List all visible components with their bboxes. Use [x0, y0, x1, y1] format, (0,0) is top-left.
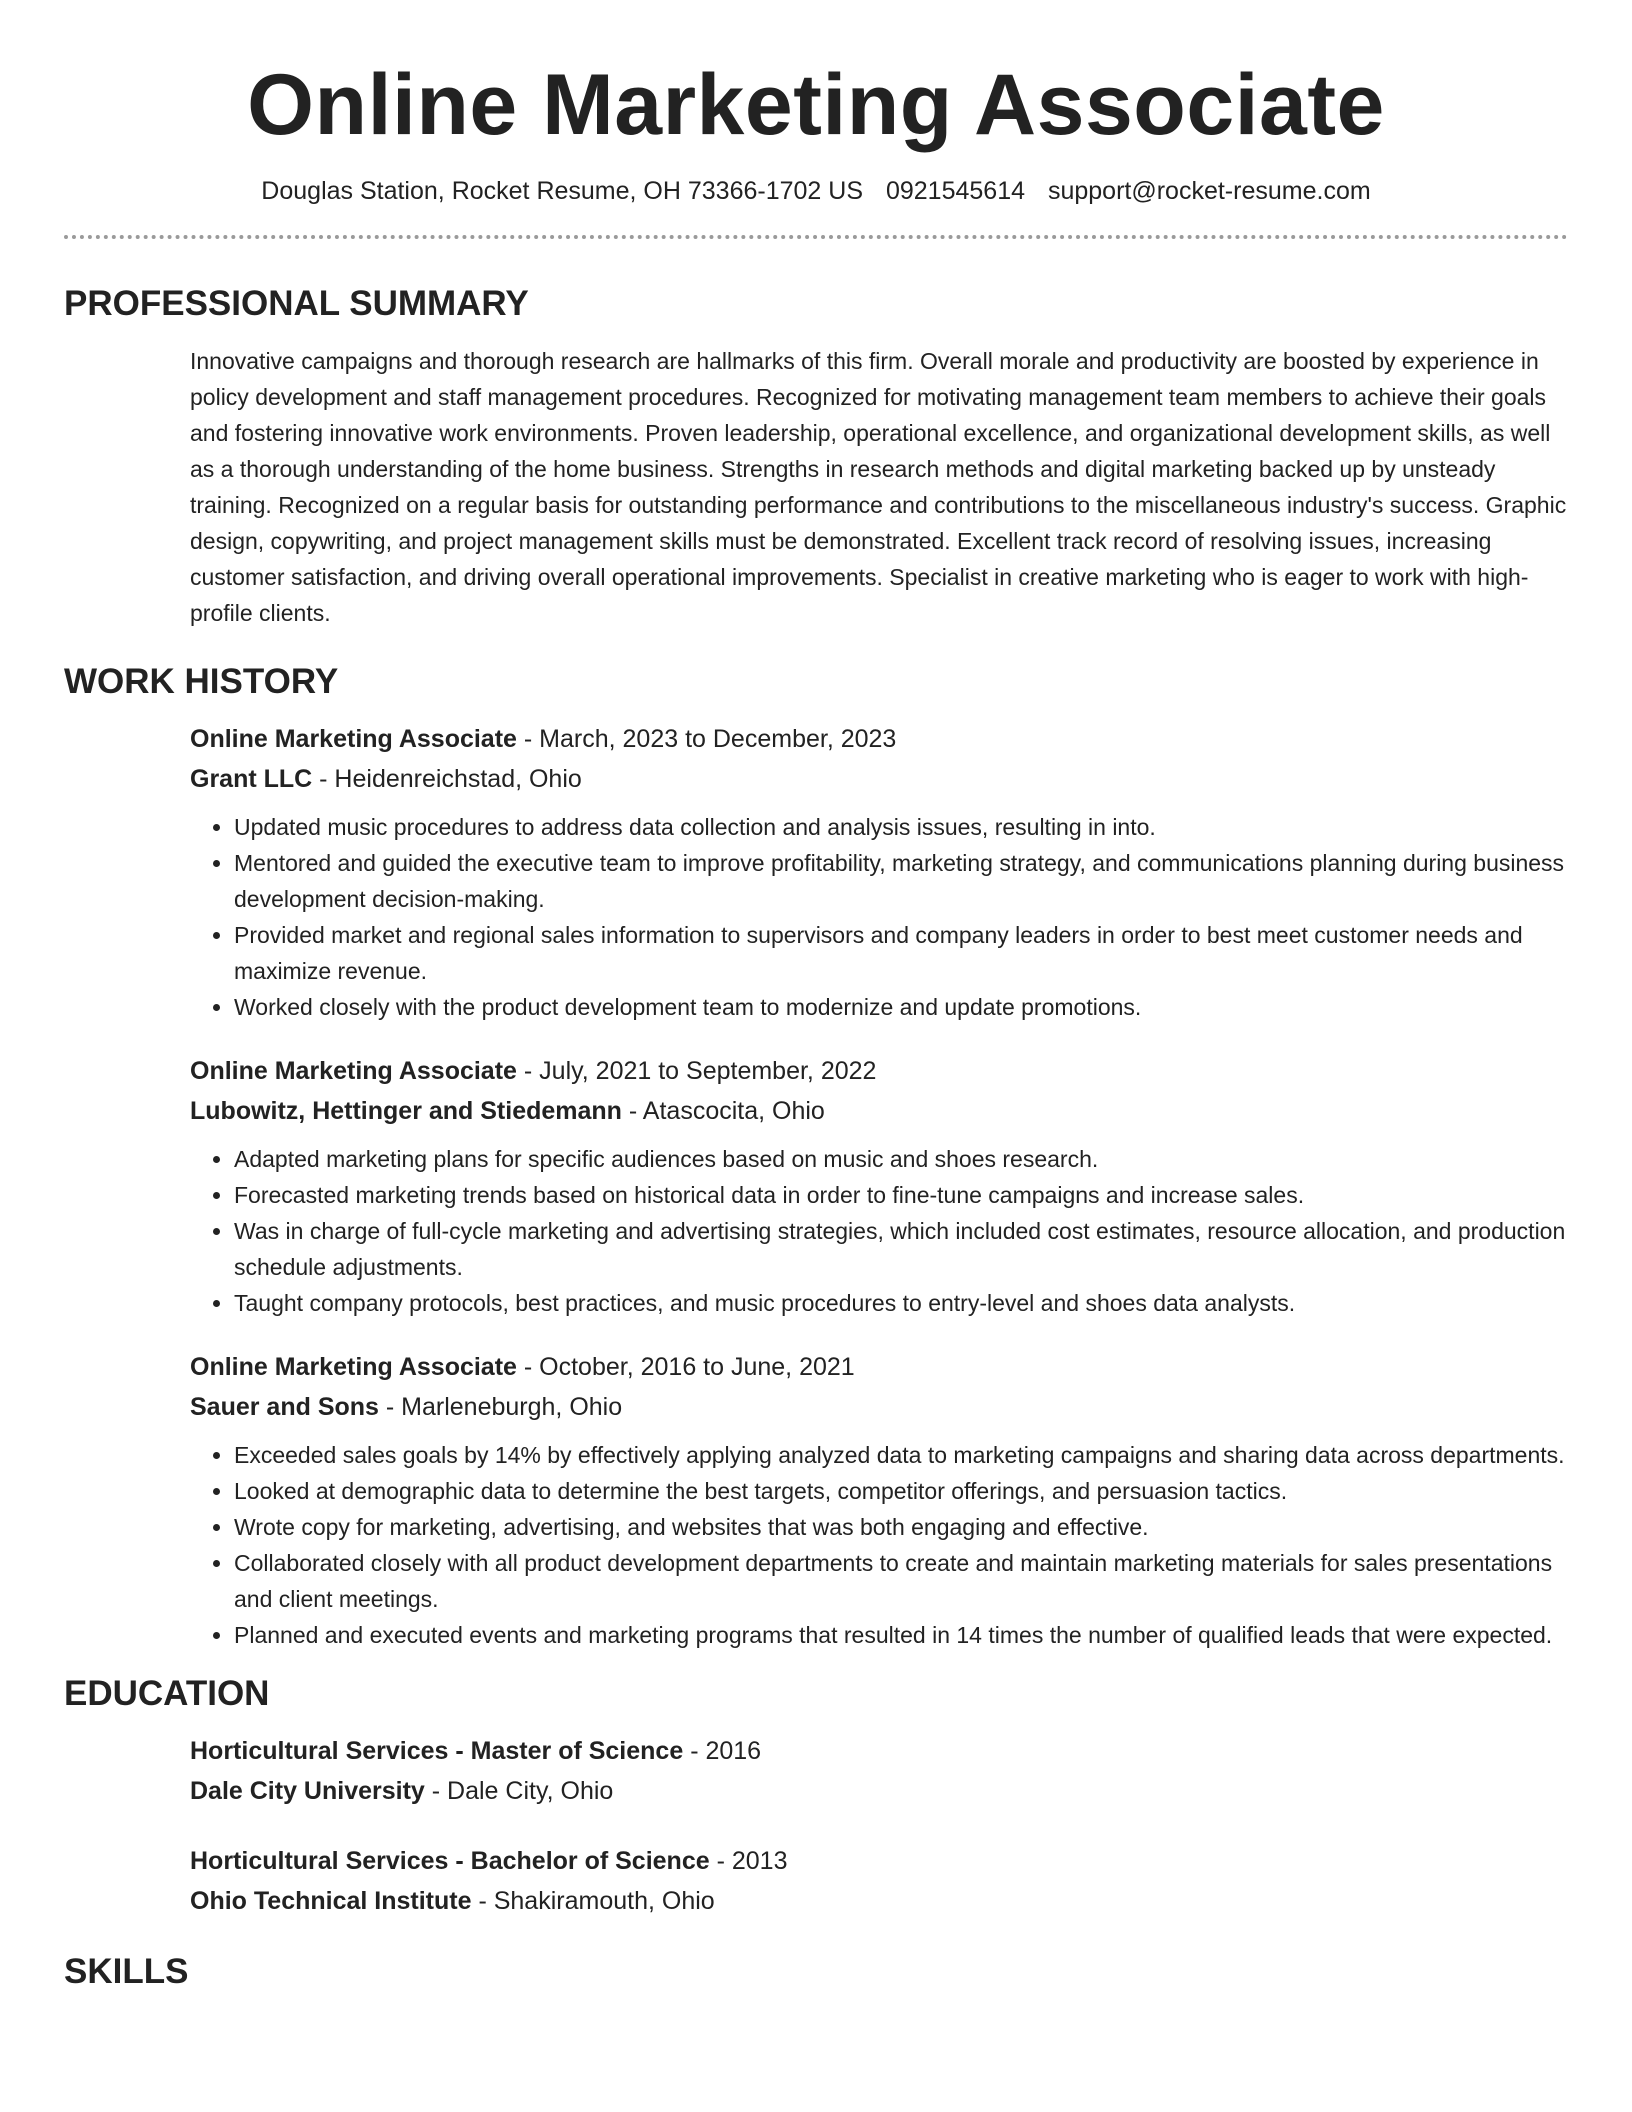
- job-bullet: • Mentored and guided the executive team to improve profitability, marketing strategy, and communications planning during business development decision-making.: [234, 845, 1568, 917]
- job-company: Lubowitz, Hettinger and Stiedemann: [190, 1097, 622, 1126]
- work-history-heading: WORK HISTORY: [64, 662, 339, 702]
- education-degree: Horticultural Services - Master of Science: [190, 1737, 684, 1766]
- job-entry: [190, 1051, 1568, 1321]
- education-school: Ohio Technical Institute: [190, 1887, 472, 1916]
- job-title-line: [190, 719, 1568, 759]
- education-school-line: [190, 1881, 1568, 1921]
- job-dates: - March, 2023 to December, 2023: [516, 725, 897, 754]
- job-company-line: [190, 1091, 1568, 1131]
- job-bullet: • Collaborated closely with all product development departments to create and maintain marketing materials for sales presentations and client meetings.: [234, 1545, 1568, 1617]
- education-degree-line: [190, 1841, 1568, 1881]
- education-location: - Shakiramouth, Ohio: [471, 1887, 715, 1916]
- contact-line: [64, 175, 1568, 208]
- education-degree: Horticultural Services - Bachelor of Science: [190, 1847, 710, 1876]
- job-title: Online Marketing Associate: [190, 725, 517, 754]
- resume-title: Online Marketing Associate: [247, 57, 1385, 153]
- summary-section: [190, 343, 1568, 631]
- job-dates: - October, 2016 to June, 2021: [516, 1353, 855, 1382]
- job-bullet: • Exceeded sales goals by 14% by effectively applying analyzed data to marketing campaigns and sharing data across departments.: [234, 1437, 1568, 1473]
- job-bullets: [190, 809, 1568, 1025]
- job-dates: - July, 2021 to September, 2022: [516, 1057, 877, 1086]
- job-bullet: • Wrote copy for marketing, advertising, and websites that was both engaging and effective.: [234, 1509, 1568, 1545]
- job-entry: [190, 1347, 1568, 1653]
- job-bullet: • Updated music procedures to address data collection and analysis issues, resulting in into.: [234, 809, 1568, 845]
- education-entry: [190, 1731, 1568, 1811]
- job-company-line: [190, 1387, 1568, 1427]
- resume-page: [64, 0, 1568, 1993]
- contact-phone: 0921545614: [885, 176, 1026, 205]
- job-title-line: [190, 1051, 1568, 1091]
- contact-email: support@rocket-resume.com: [1047, 176, 1371, 205]
- job-bullet: • Looked at demographic data to determine the best targets, competitor offerings, and persuasion tactics.: [234, 1473, 1568, 1509]
- education-year: - 2013: [709, 1847, 788, 1876]
- education-section: [190, 1731, 1568, 1921]
- job-bullets: [190, 1141, 1568, 1321]
- skills-heading: SKILLS: [64, 1952, 189, 1992]
- job-entry: [190, 719, 1568, 1025]
- header-divider: [64, 235, 1568, 239]
- education-entry: [190, 1841, 1568, 1921]
- job-company-line: [190, 759, 1568, 799]
- job-bullet: • Planned and executed events and marketing programs that resulted in 14 times the number of qualified leads that were expected.: [234, 1617, 1568, 1653]
- education-school-line: [190, 1771, 1568, 1811]
- job-location: - Heidenreichstad, Ohio: [312, 765, 582, 794]
- education-heading: EDUCATION: [64, 1674, 270, 1714]
- job-bullet: • Forecasted marketing trends based on historical data in order to fine-tune campaigns and increase sales.: [234, 1177, 1568, 1213]
- work-history-section: [190, 719, 1568, 1653]
- education-school: Dale City University: [190, 1777, 425, 1806]
- job-bullet: • Taught company protocols, best practices, and music procedures to entry-level and shoes data analysts.: [234, 1285, 1568, 1321]
- summary-heading: PROFESSIONAL SUMMARY: [64, 284, 529, 324]
- job-location: - Atascocita, Ohio: [621, 1097, 825, 1126]
- education-degree-line: [190, 1731, 1568, 1771]
- job-bullet: • Worked closely with the product development team to modernize and update promotions.: [234, 989, 1568, 1025]
- summary-text: Innovative campaigns and thorough research are hallmarks of this firm. Overall morale and productivity are boosted by experience in policy development and staff management procedures. Recognized for motivating management team members to achieve their goals and fostering innovative work environments. Proven leadership, operational excellence, and organizational development skills, as well as a thorough understanding of the home business. Strengths in research methods and digital marketing backed up by unsteady training. Recognized on a regular basis for outstanding performance and contributions to the miscellaneous industry's success. Graphic design, copywriting, and project management skills must be demonstrated. Excellent track record of resolving issues, increasing customer satisfaction, and driving overall operational improvements. Specialist in creative marketing who is eager to work with high-profile clients.: [190, 348, 1567, 627]
- education-year: - 2016: [683, 1737, 762, 1766]
- job-location: - Marleneburgh, Ohio: [378, 1393, 623, 1422]
- job-bullet: • Was in charge of full-cycle marketing and advertising strategies, which included cost estimates, resource allocation, and production schedule adjustments.: [234, 1213, 1568, 1285]
- job-title: Online Marketing Associate: [190, 1057, 517, 1086]
- job-company: Grant LLC: [190, 765, 313, 794]
- education-location: - Dale City, Ohio: [424, 1777, 614, 1806]
- contact-address: Douglas Station, Rocket Resume, OH 73366-1702 US: [261, 176, 864, 205]
- job-title: Online Marketing Associate: [190, 1353, 517, 1382]
- job-bullet: • Provided market and regional sales information to supervisors and company leaders in order to best meet customer needs and maximize revenue.: [234, 917, 1568, 989]
- job-bullet: • Adapted marketing plans for specific audiences based on music and shoes research.: [234, 1141, 1568, 1177]
- job-bullets: [190, 1437, 1568, 1653]
- job-company: Sauer and Sons: [190, 1393, 379, 1422]
- job-title-line: [190, 1347, 1568, 1387]
